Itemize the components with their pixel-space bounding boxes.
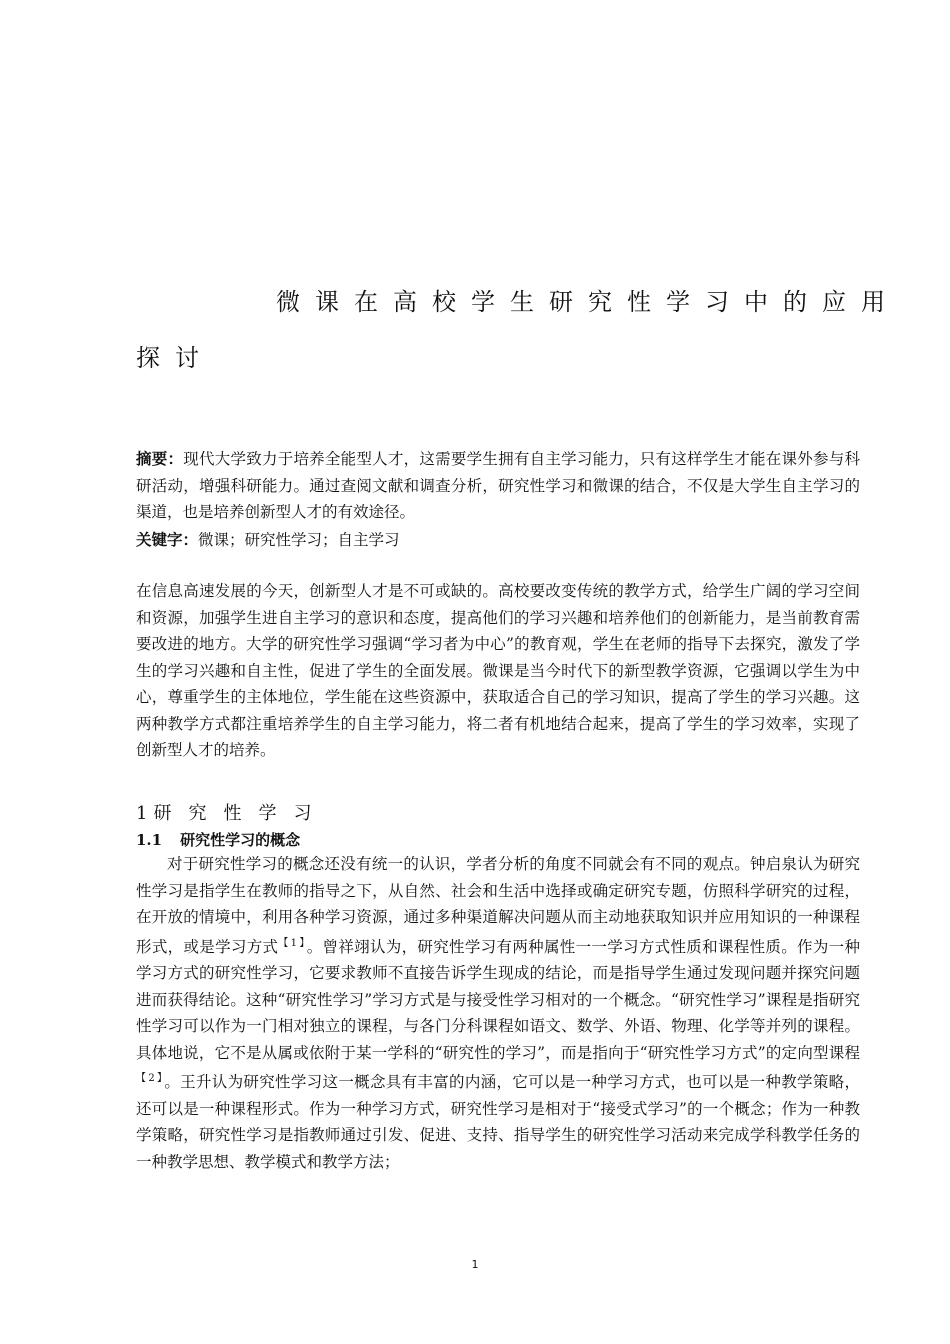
keywords <box>136 527 860 554</box>
keywords-label: 关键字： <box>136 530 199 549</box>
citation-ref-2[interactable]: 【2】 <box>136 1073 165 1085</box>
abstract <box>136 446 860 526</box>
abstract-text: 现代大学致力于培养全能型人才，这需要学生拥有自主学习能力，只有这样学生才能在课外参与科研活动，增强科研能力。通过查阅文献和调查分析，研究性学习和微课的结合，不仅是大学生自主学习的渠道，也是培养创新型人才的有效途径。 <box>136 450 860 521</box>
citation-ref-1[interactable]: 【1】 <box>278 937 307 949</box>
section-title: 研究性学习 <box>153 803 329 824</box>
section-heading-1 <box>136 799 328 825</box>
page-number: 1 <box>471 1258 479 1271</box>
subsection-number: 1.1 <box>136 831 163 849</box>
introduction-paragraph: 在信息高速发展的今天，创新型人才是不可或缺的。高校要改变传统的教学方式，给学生广阔的学习空间和资源，加强学生进自主学习的意识和态度，提高他们的学习兴趣和培养他们的创新能力，是当前教育需要改进的地方。大学的研究性学习强调“学习者为中心”的教育观，学生在老师的指导下去探究，激发了学生的学习兴趣和自主性，促进了学生的全面发展。微课是当今时代下的新型教学资源，它强调以学生为中心，尊重学生的主体地位，学生能在这些资源中，获取适合自己的学习知识，提高了学生的学习兴趣。这两种教学方式都注重培养学生的自主学习能力，将二者有机地结合起来，提高了学生的学习效率，实现了创新型人才的培养。 <box>136 582 860 759</box>
paper-title-line2: 探讨 <box>136 344 214 372</box>
keywords-text: 微课；研究性学习；自主学习 <box>198 531 400 549</box>
body-text-part2: 。曾祥翊认为，研究性学习有两种属性一一学习方式性质和课程性质。作为一种学习方式的研究性学习，它要求教师不直接告诉学生现成的结论，而是指导学生通过发现问题并探究问题进而获得结论。这种“研究性学习”学习方式是与接受性学习相对的一个概念。“研究性学习”课程是指研究性学习可以作为一门相对独立的课程，与各门分科课程如语文、数学、外语、物理、化学等并列的课程。具体地说，它不是从属或依附于某一学科的“研究性的学习”，而是指向于“研究性学习方式”的定向型课程 <box>136 937 860 1062</box>
body-text-part1: 对于研究性学习的概念还没有统一的认识，学者分析的角度不同就会有不同的观点。钟启泉认为研究性学习是指学生在教师的指导之下，从自然、社会和生活中选择或确定研究专题，仿照科学研究的过程，在开放的情境中，利用各种学习资源，通过多种渠道解决问题从而主动地获取知识并应用知识的一种课程形式，或是学习方式 <box>136 855 860 956</box>
section-number: 1 <box>136 803 148 824</box>
subsection-title: 研究性学习的概念 <box>180 831 301 849</box>
paper-title-line1: 微课在高校学生研究性学习中的应用 <box>276 288 900 316</box>
subsection-heading-1-1 <box>136 829 300 850</box>
body-text-part3: 。王升认为研究性学习这一概念具有丰富的内涵，它可以是一种学习方式，也可以是一种教学策略，还可以是一种课程形式。作为一种学习方式，研究性学习是相对于“接受式学习”的一个概念；作为一种教学策略，研究性学习是指教师通过引发、促进、支持、指导学生的研究性学习活动来完成学科教学任务的一种教学思想、教学模式和教学方法； <box>136 1073 860 1171</box>
abstract-label: 摘要： <box>136 449 184 468</box>
body-paragraph <box>136 851 860 1175</box>
